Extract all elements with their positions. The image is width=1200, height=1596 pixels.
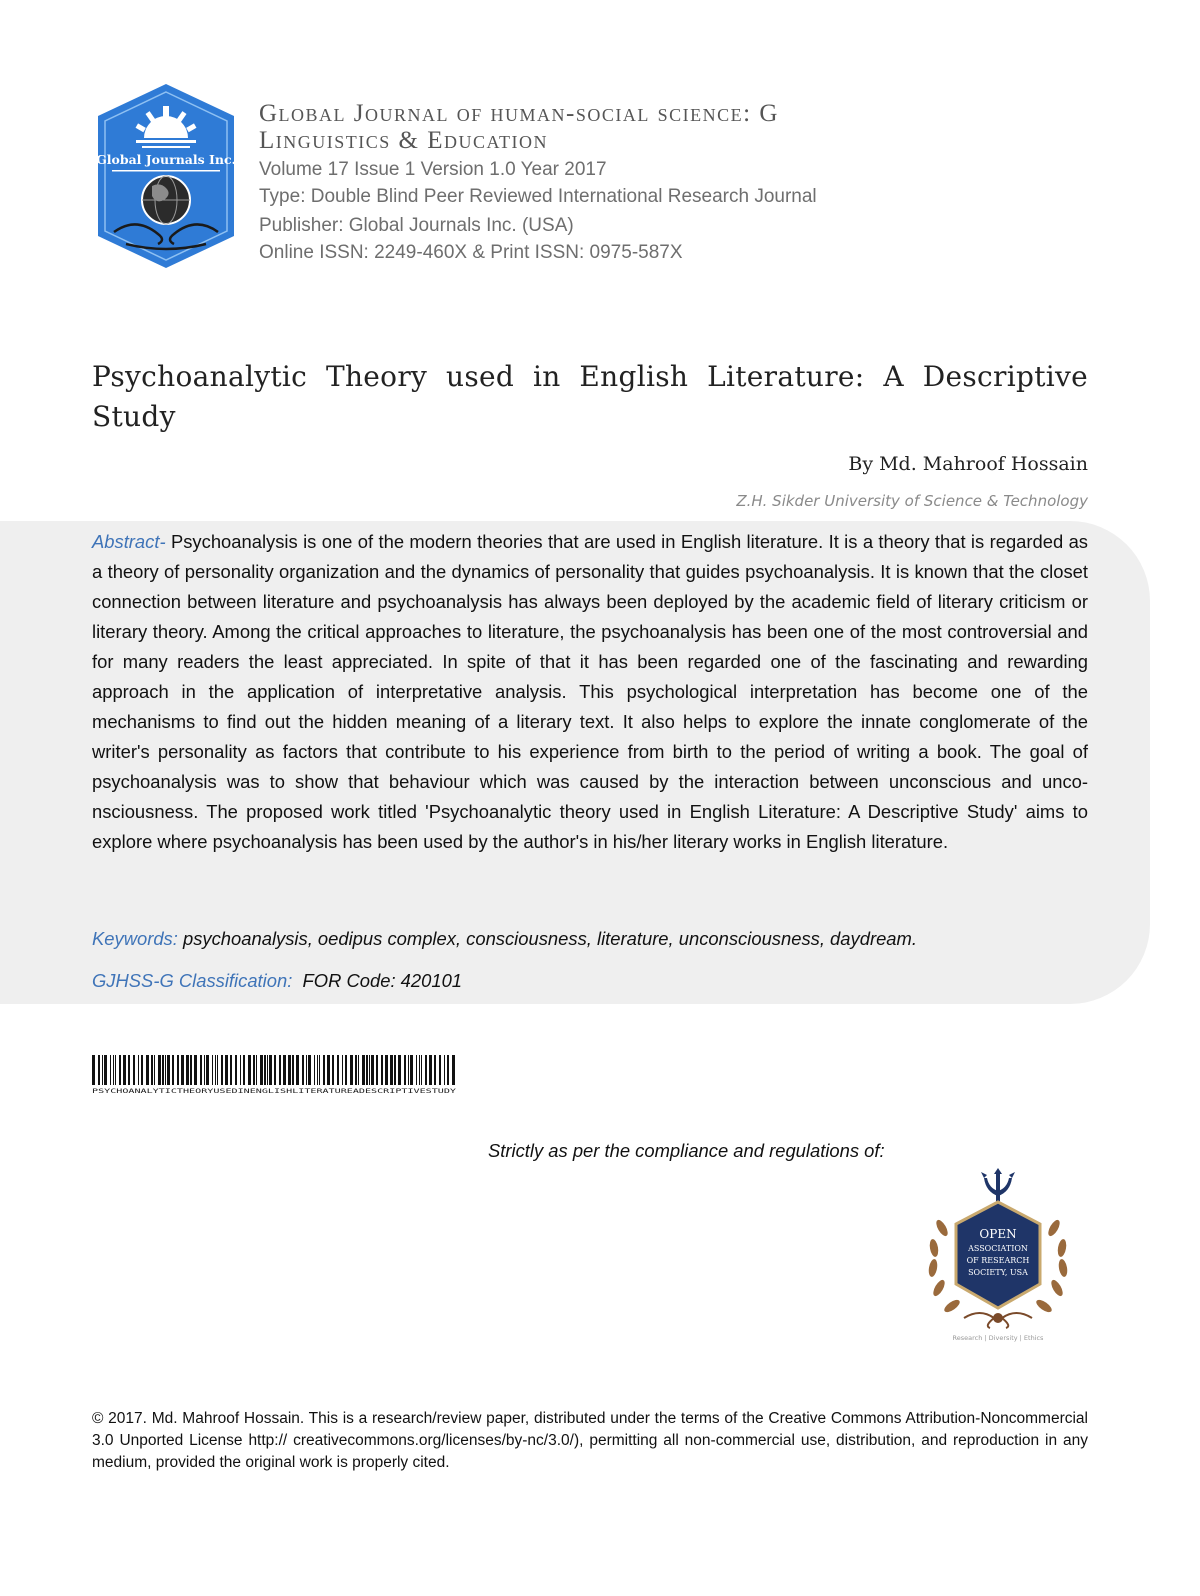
barcode-bar <box>123 1055 126 1085</box>
oars-seal <box>924 1168 1072 1346</box>
author-name: By Md. Mahroof Hossain <box>848 453 1088 475</box>
barcode-bar <box>253 1055 255 1085</box>
barcode <box>92 1055 458 1095</box>
barcode-bar <box>194 1055 197 1085</box>
classification-value: FOR Code: 420101 <box>302 970 463 991</box>
barcode-bar <box>283 1055 286 1085</box>
barcode-bar <box>267 1055 268 1085</box>
barcode-bar <box>221 1055 223 1085</box>
compliance-text: Strictly as per the compliance and regulations of: <box>488 1140 885 1161</box>
globe-icon <box>142 176 190 224</box>
barcode-bar <box>243 1055 245 1085</box>
barcode-bar <box>162 1055 164 1085</box>
barcode-bar <box>429 1055 432 1085</box>
barcode-bar <box>332 1055 334 1085</box>
keywords-value: psychoanalysis, oedipus complex, consciousness, literature, unconsciousness, daydream. <box>182 928 917 949</box>
barcode-bar <box>212 1055 213 1085</box>
barcode-bar <box>296 1055 299 1085</box>
license-notice: © 2017. Md. Mahroof Hossain. This is a research/review paper, distributed under the terms of the Creative Commons Attribution-Noncommercial 3.0 Unported License http:// creativecommons.org/licenses/by-nc/3.0/), permitting all non-commercial use, distribution, and reproduction in any medium, provided the original work is properly cited. <box>92 1410 1088 1471</box>
barcode-bar <box>317 1055 318 1085</box>
barcode-caption: PSYCHOANALYTICTHEORYUSEDINENGLISHLITERATUREADESCRIPTIVESTUDY <box>92 1088 457 1095</box>
barcode-bar <box>206 1055 209 1085</box>
barcode-bar <box>394 1055 396 1085</box>
barcode-bar <box>225 1055 228 1085</box>
barcode-bar <box>235 1055 237 1085</box>
barcode-bar <box>376 1055 378 1085</box>
barcode-bar <box>146 1055 149 1085</box>
barcode-bar <box>345 1055 347 1085</box>
journal-title-line1: Global Journal of human-social science: G <box>259 100 779 127</box>
barcode-bar <box>186 1055 189 1085</box>
volume-info: Volume 17 Issue 1 Version 1.0 Year 2017 <box>259 159 607 180</box>
barcode-bar <box>314 1055 315 1085</box>
barcode-bar <box>381 1055 383 1085</box>
barcode-bar <box>358 1055 359 1085</box>
abstract-label: Abstract- <box>92 531 166 552</box>
barcode-bar <box>444 1055 445 1085</box>
barcode-bar <box>204 1055 205 1085</box>
barcode-bar <box>385 1055 388 1085</box>
barcode-bar <box>369 1055 370 1085</box>
barcode-bar <box>256 1055 257 1085</box>
barcode-bar <box>319 1055 320 1085</box>
barcode-bar <box>306 1055 307 1085</box>
barcode-bar <box>154 1055 155 1085</box>
barcode-bar <box>215 1055 216 1085</box>
barcode-bar <box>425 1055 427 1085</box>
barcode-bar <box>128 1055 130 1085</box>
barcode-bar <box>323 1055 325 1085</box>
keywords-label: Keywords: <box>92 928 178 949</box>
barcode-bar <box>133 1055 135 1085</box>
barcode-bar <box>230 1055 232 1085</box>
issn: Online ISSN: 2249-460X & Print ISSN: 0975-587X <box>259 242 683 263</box>
barcode-bar <box>240 1055 241 1085</box>
barcode-bar <box>158 1055 161 1085</box>
barcode-bar <box>350 1055 353 1085</box>
barcode-bar <box>447 1055 449 1085</box>
barcode-bar <box>337 1055 339 1085</box>
publisher: Publisher: Global Journals Inc. (USA) <box>259 215 574 236</box>
svg-text:Global Journals Inc.: Global Journals Inc. <box>96 152 236 167</box>
barcode-bar <box>292 1055 294 1085</box>
barcode-bar <box>172 1055 174 1085</box>
barcode-bar <box>119 1055 121 1085</box>
barcode-bar <box>264 1055 266 1085</box>
flourish-icon <box>964 1313 1032 1328</box>
barcode-bar <box>327 1055 330 1085</box>
global-journals-logo <box>96 82 236 270</box>
barcode-bar <box>151 1055 153 1085</box>
barcode-bar <box>269 1055 272 1085</box>
barcode-bar <box>452 1055 455 1085</box>
barcode-bar <box>362 1055 365 1085</box>
barcode-bar <box>434 1055 436 1085</box>
barcode-bar <box>115 1055 116 1085</box>
classification <box>92 970 462 992</box>
barcode-bar <box>439 1055 441 1085</box>
barcode-bar <box>398 1055 401 1085</box>
svg-text:OPEN: OPEN <box>979 1227 1017 1241</box>
barcode-bar <box>371 1055 374 1085</box>
barcode-bar <box>308 1055 311 1085</box>
barcode-bar <box>177 1055 179 1085</box>
svg-text:OF RESEARCH: OF RESEARCH <box>966 1256 1030 1265</box>
journal-title-line2: Linguistics & Education <box>259 127 548 154</box>
author-affiliation: Z.H. Sikder University of Science & Technology <box>736 492 1088 510</box>
svg-text:SOCIETY, USA: SOCIETY, USA <box>968 1268 1028 1277</box>
barcode-bar <box>421 1055 422 1085</box>
barcode-bar <box>102 1055 103 1085</box>
barcode-bar <box>217 1055 218 1085</box>
barcode-bar <box>190 1055 192 1085</box>
barcode-bar <box>113 1055 114 1085</box>
barcode-bar <box>260 1055 263 1085</box>
barcode-bar <box>416 1055 417 1085</box>
svg-text:ASSOCIATION: ASSOCIATION <box>968 1244 1028 1253</box>
barcode-bar <box>92 1055 95 1085</box>
barcode-bar <box>342 1055 343 1085</box>
barcode-bars <box>92 1055 455 1085</box>
barcode-bar <box>167 1055 170 1085</box>
svg-text:Research | Diversity | Ethics: Research | Diversity | Ethics <box>952 1334 1044 1342</box>
barcode-bar <box>288 1055 291 1085</box>
paper-title: Psychoanalytic Theory used in English Literature: A Descriptive Study <box>92 360 1088 433</box>
barcode-bar <box>410 1055 413 1085</box>
barcode-bar <box>366 1055 368 1085</box>
barcode-bar <box>419 1055 420 1085</box>
barcode-bar <box>302 1055 304 1085</box>
barcode-bar <box>404 1055 406 1085</box>
barcode-bar <box>181 1055 184 1085</box>
barcode-bar <box>274 1055 276 1085</box>
keywords <box>92 928 1092 950</box>
barcode-bar <box>138 1055 139 1085</box>
abstract <box>92 527 1088 857</box>
classification-label: GJHSS-G Classification: <box>92 970 293 991</box>
journal-header <box>259 100 959 266</box>
barcode-bar <box>390 1055 393 1085</box>
barcode-bar <box>408 1055 409 1085</box>
journal-type: Type: Double Blind Peer Reviewed International Research Journal <box>259 186 817 207</box>
barcode-bar <box>355 1055 357 1085</box>
barcode-bar <box>98 1055 100 1085</box>
barcode-bar <box>279 1055 281 1085</box>
barcode-bar <box>165 1055 166 1085</box>
barcode-bar <box>110 1055 111 1085</box>
barcode-bar <box>104 1055 107 1085</box>
barcode-bar <box>141 1055 143 1085</box>
barcode-bar <box>200 1055 202 1085</box>
barcode-bar <box>248 1055 251 1085</box>
abstract-text: Psychoanalysis is one of the modern theories that are used in English literature. It is a theory that is regarded as a theory of personality organization and the dynamics of personality that guides psychoanalysis. It is known that the closet connection between literature and psychoanalysis has always been deployed by the academic field of literary criticism or literary theory. Among the critical approaches to literature, the psychoanalysis has been one of the most controversial and for many readers the least appreciated. In spite of that it has been regarded one of the fascinating and rewarding approach in the application of interpretative analysis. This psychological interpretation has become one of the mechanisms to find out the hidden meaning of a literary text. It also helps to explore the innate conglomerate of the writer's personality as factors that contribute to his experience from birth to the period of writing a book. The goal of psychoanalysis was to show that behaviour which was caused by the interaction between unconscious and unco-nsciousness. The proposed work titled 'Psychoanalytic theory used in English Literature: A Descriptive Study' aims to explore where psychoanalysis has been used by the author's in his/her literary works in English literature. <box>92 531 1088 852</box>
